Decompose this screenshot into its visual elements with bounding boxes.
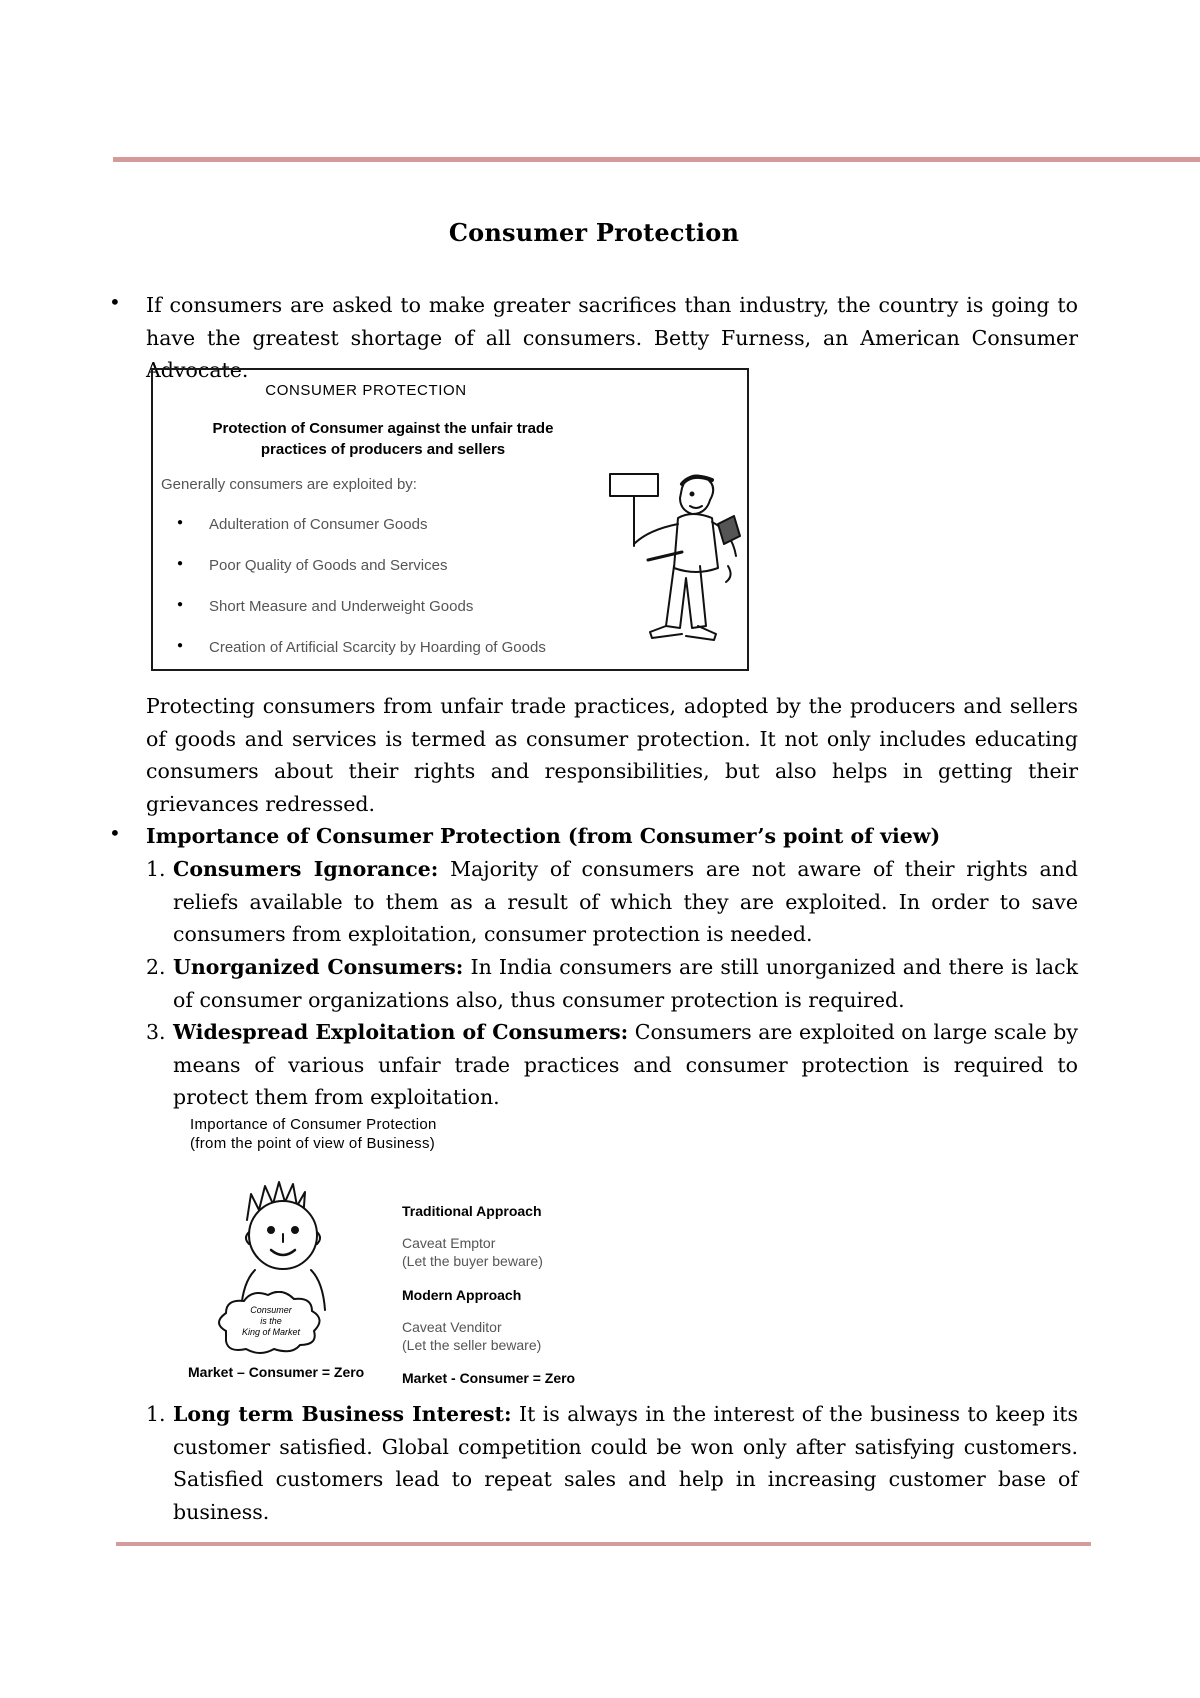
traditional-maxim: Caveat Emptor [402, 1235, 496, 1251]
header-rule [113, 157, 1200, 162]
list-item: ● Poor Quality of Goods and Services [153, 557, 546, 598]
figure-subheading: Protection of Consumer against the unfair trade practices of producers and sellers [212, 420, 554, 458]
consumer-point-3: 3. Widespread Exploitation of Consumers: Consumers are exploited on large scale by means of various unfair trade practices and consumer protection is required to protect them from exploitation. [146, 1020, 1078, 1110]
modern-maxim: Caveat Venditor [402, 1319, 502, 1335]
page-title: Consumer Protection [448, 218, 740, 247]
cloud-caption: Consumer is the King of Market [241, 1305, 301, 1337]
importance-heading: Importance of Consumer Protection (from Consumer’s point of view) [146, 824, 941, 848]
list-item: ● Adulteration of Consumer Goods [153, 516, 546, 557]
right-equation: Market - Consumer = Zero [402, 1370, 576, 1386]
exploitation-list [153, 516, 546, 680]
consumer-protection-figure [151, 368, 749, 671]
bullet-icon: • [109, 290, 121, 314]
consumer-point-2: 2. Unorganized Consumers: In India consumers are still unorganized and there is lack of consumer organizations also, thus consumer protection is required. [146, 955, 1079, 1012]
protester-cartoon-icon [608, 466, 743, 666]
list-item: ● Creation of Artificial Scarcity by Hoarding of Goods [153, 639, 546, 680]
left-equation: Market – Consumer = Zero [188, 1364, 365, 1380]
quote-paragraph: If consumers are asked to make greater sacrifices than industry, the country is going to have the greatest shortage of all consumers. Betty Furness, an American Consumer Advocate. [146, 293, 1078, 383]
traditional-approach-label: Traditional Approach [402, 1203, 542, 1219]
figure-lead-text: Generally consumers are exploited by: [161, 476, 417, 493]
definition-paragraph: Protecting consumers from unfair trade practices, adopted by the producers and sellers of goods and services is termed as consumer protection. It not only includes educating consumers about their rights and responsibilities, but also helps in getting their grievances redressed. [146, 694, 1078, 817]
traditional-meaning: (Let the buyer beware) [402, 1253, 543, 1269]
footer-rule [116, 1542, 1091, 1546]
bullet-icon: • [109, 821, 121, 845]
business-point-1: 1. Long term Business Interest: It is always in the interest of the business to keep its customer satisfied. Global competition could be won only after satisfying customers. Satisfied customers lead to repeat sales and help in increasing customer base of business. [146, 1402, 1078, 1525]
figure-heading: CONSUMER PROTECTION [265, 382, 467, 399]
business-importance-figure [190, 1115, 630, 1395]
consumer-point-1: 1. Consumers Ignorance: Majority of consumers are not aware of their rights and reliefs available to them as a result of which they are exploited. In order to save consumers from exploitation, consumer protection is needed. [146, 857, 1078, 947]
modern-meaning: (Let the seller beware) [402, 1337, 542, 1353]
figure-heading: Importance of Consumer Protection (from the point of view of Business) [190, 1116, 437, 1152]
list-item: ● Short Measure and Underweight Goods [153, 598, 546, 639]
modern-approach-label: Modern Approach [402, 1287, 522, 1303]
